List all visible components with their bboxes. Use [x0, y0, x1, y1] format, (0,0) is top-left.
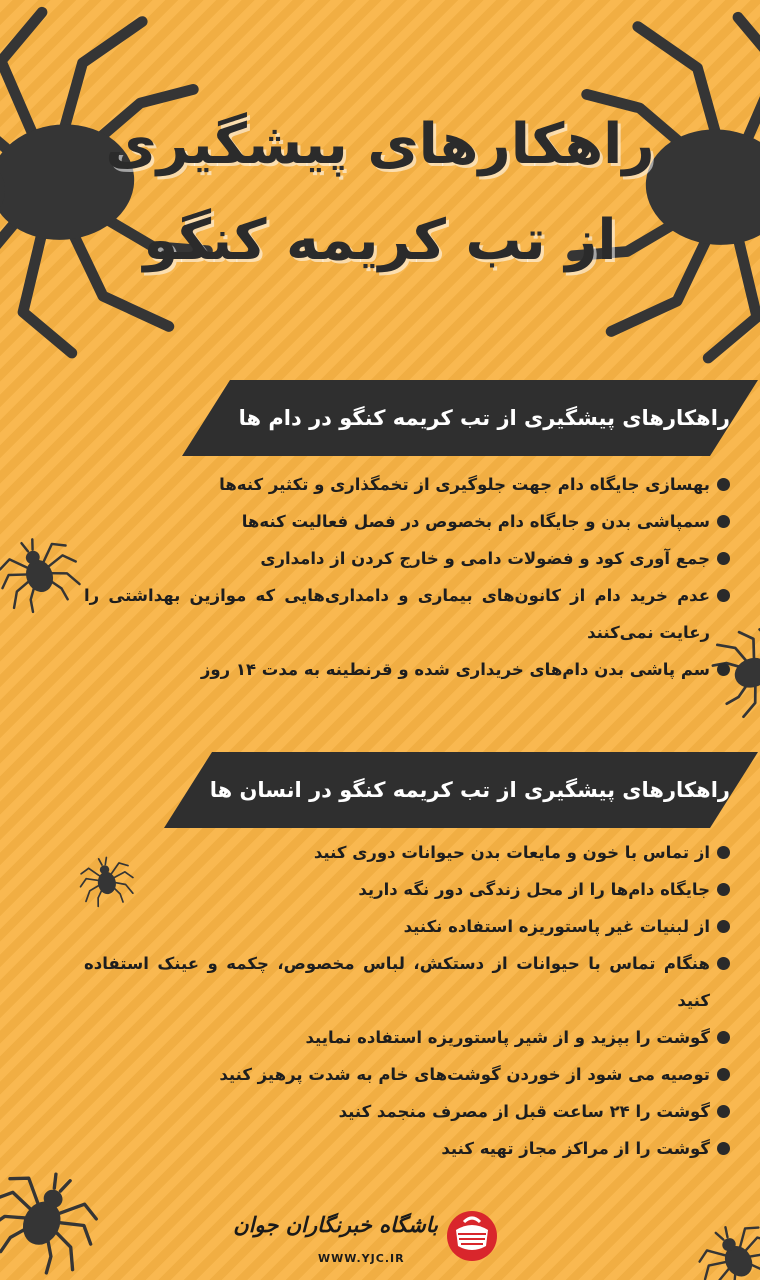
brand-url[interactable]: WWW.YJC.IR: [318, 1252, 405, 1265]
livestock-prevention-list: [84, 466, 734, 688]
list-item: گوشت را از مراکز مجاز تهیه کنید: [84, 1130, 734, 1167]
section-heading-humans: راهکارهای پیشگیری از تب کریمه کنگو در انسان ها: [209, 778, 730, 802]
list-item: سمپاشی بدن و جایگاه دام بخصوص در فصل فعالیت کنه‌ها: [84, 503, 734, 540]
title-line-2: از تب کریمه کنگو: [143, 208, 617, 273]
section-heading-banner-humans: [164, 752, 758, 828]
bullet-dot-icon: [717, 478, 730, 491]
list-item: بهسازی جایگاه دام جهت جلوگیری از تخمگذاری و تکثیر کنه‌ها: [84, 466, 734, 503]
bullet-dot-icon: [717, 883, 730, 896]
list-item: هنگام تماس با حیوانات از دستکش، لباس مخصوص، چکمه و عینک استفاده کنید: [84, 945, 734, 1019]
list-item: جایگاه دام‌ها را از محل زندگی دور نگه دارید: [84, 871, 734, 908]
tick-icon: [680, 1200, 760, 1280]
yjc-logo-icon: [444, 1208, 500, 1264]
bullet-dot-icon: [717, 589, 730, 602]
title-line-1: راهکارهای پیشگیری: [105, 112, 655, 177]
list-item: جمع آوری کود و فضولات دامی و خارج کردن از دامداری: [84, 540, 734, 577]
bullet-dot-icon: [717, 1068, 730, 1081]
list-item: از تماس با خون و مایعات بدن حیوانات دوری کنید: [84, 834, 734, 871]
list-item: عدم خرید دام از کانون‌های بیماری و دامداری‌هایی که موازین بهداشتی را رعایت نمی‌کنند: [84, 577, 734, 651]
bullet-dot-icon: [717, 1142, 730, 1155]
tick-icon: [0, 516, 90, 621]
bullet-dot-icon: [717, 552, 730, 565]
section-heading-livestock: راهکارهای پیشگیری از تب کریمه کنگو در دام ها: [238, 406, 730, 430]
list-item: توصیه می شود از خوردن گوشت‌های خام به شدت پرهیز کنید: [84, 1056, 734, 1093]
brand-name: باشگاه خبرنگاران جوان: [233, 1212, 438, 1237]
bullet-dot-icon: [717, 1031, 730, 1044]
list-item: سم پاشی بدن دام‌های خریداری شده و قرنطینه به مدت ۱۴ روز: [84, 651, 734, 688]
bullet-dot-icon: [717, 515, 730, 528]
yjc-logo: [233, 1200, 500, 1272]
bullet-dot-icon: [717, 920, 730, 933]
list-item: گوشت را ۲۴ ساعت قبل از مصرف منجمد کنید: [84, 1093, 734, 1130]
list-item: از لبنیات غیر پاستوریزه استفاده نکنید: [84, 908, 734, 945]
tick-icon: [0, 0, 225, 380]
bullet-dot-icon: [717, 957, 730, 970]
section-heading-banner-livestock: [182, 380, 758, 456]
bullet-dot-icon: [717, 846, 730, 859]
tick-icon: [555, 0, 760, 385]
list-item: گوشت را بپزید و از شیر پاستوریزه استفاده نمایید: [84, 1019, 734, 1056]
human-prevention-list: [84, 834, 734, 1167]
bullet-dot-icon: [717, 1105, 730, 1118]
bullet-dot-icon: [717, 663, 730, 676]
